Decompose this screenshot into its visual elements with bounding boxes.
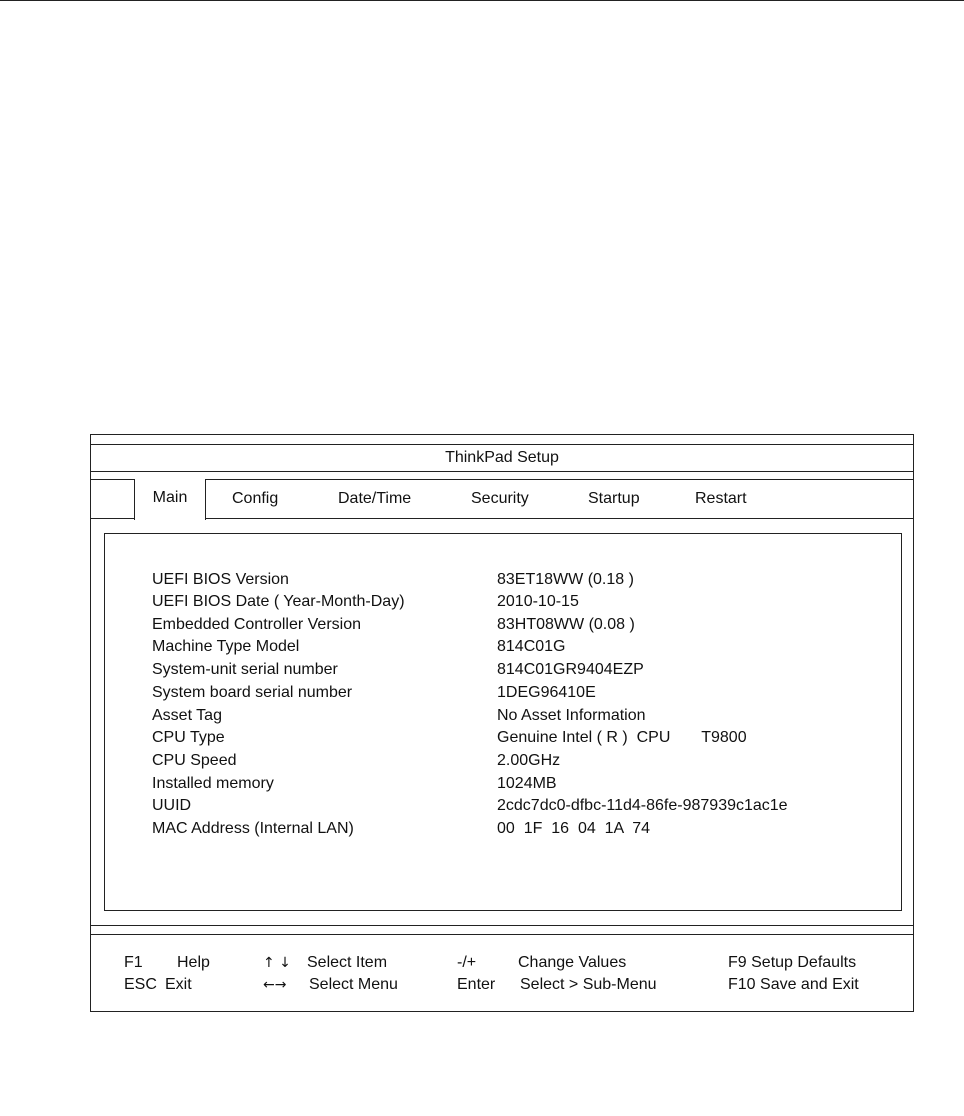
info-label: System-unit serial number	[152, 661, 338, 678]
info-value: 814C01GR9404EZP	[497, 661, 644, 678]
info-value: 00 1F 16 04 1A 74	[497, 820, 650, 837]
info-value: 83HT08WW (0.08 )	[497, 616, 635, 633]
select-item-label: Select Item	[307, 954, 388, 971]
info-label: CPU Type	[152, 729, 225, 746]
info-value: No Asset Information	[497, 707, 646, 724]
tab-bar	[91, 479, 913, 519]
info-label: UUID	[152, 797, 192, 814]
info-label: UEFI BIOS Version	[152, 571, 289, 588]
info-value: 1DEG96410E	[497, 684, 596, 701]
info-label: UEFI BIOS Date ( Year-Month-Day)	[152, 593, 405, 610]
info-label: Machine Type Model	[152, 638, 300, 655]
tab-restart[interactable]: Restart	[695, 490, 747, 507]
tab-startup[interactable]: Startup	[588, 490, 640, 507]
info-label: CPU Speed	[152, 752, 237, 769]
tab-config[interactable]: Config	[232, 490, 279, 507]
up-down-arrow-icon: ↑ ↓	[263, 955, 291, 971]
f10-save-exit-label: F10 Save and Exit	[728, 976, 859, 993]
f1-key: F1	[124, 954, 143, 971]
info-label: Embedded Controller Version	[152, 616, 362, 633]
info-value: 1024MB	[497, 775, 557, 792]
info-label: MAC Address (Internal LAN)	[152, 820, 354, 837]
info-value: 2cdc7dc0-dfbc-11d4-86fe-987939c1ac1e	[497, 797, 788, 814]
minus-plus-key: -/+	[457, 954, 477, 971]
left-right-arrow-icon: ←→	[263, 977, 287, 993]
info-label: System board serial number	[152, 684, 353, 701]
tab-main[interactable]: Main	[134, 479, 206, 520]
change-values-label: Change Values	[518, 954, 627, 971]
tab-security[interactable]: Security	[471, 490, 529, 507]
esc-key: ESC	[124, 976, 157, 993]
info-value: Genuine Intel ( R ) CPU T9800	[497, 729, 747, 746]
tab-date-time[interactable]: Date/Time	[338, 490, 412, 507]
info-label: Asset Tag	[152, 707, 222, 724]
info-label: Installed memory	[152, 775, 274, 792]
enter-key: Enter	[457, 976, 496, 993]
info-value: 83ET18WW (0.18 )	[497, 571, 634, 588]
info-value: 814C01G	[497, 638, 566, 655]
footer-divider	[91, 925, 913, 935]
select-menu-label: Select Menu	[309, 976, 398, 993]
info-value: 2010-10-15	[497, 593, 579, 610]
bios-setup-window	[90, 434, 914, 1012]
f9-setup-defaults-label: F9 Setup Defaults	[728, 954, 857, 971]
page-top-rule	[0, 0, 964, 1]
select-sub-menu-label: Select > Sub-Menu	[520, 976, 657, 993]
exit-label: Exit	[165, 976, 192, 993]
main-info-panel	[104, 533, 902, 911]
info-value: 2.00GHz	[497, 752, 561, 769]
window-title: ThinkPad Setup	[91, 444, 913, 472]
help-label: Help	[177, 954, 210, 971]
